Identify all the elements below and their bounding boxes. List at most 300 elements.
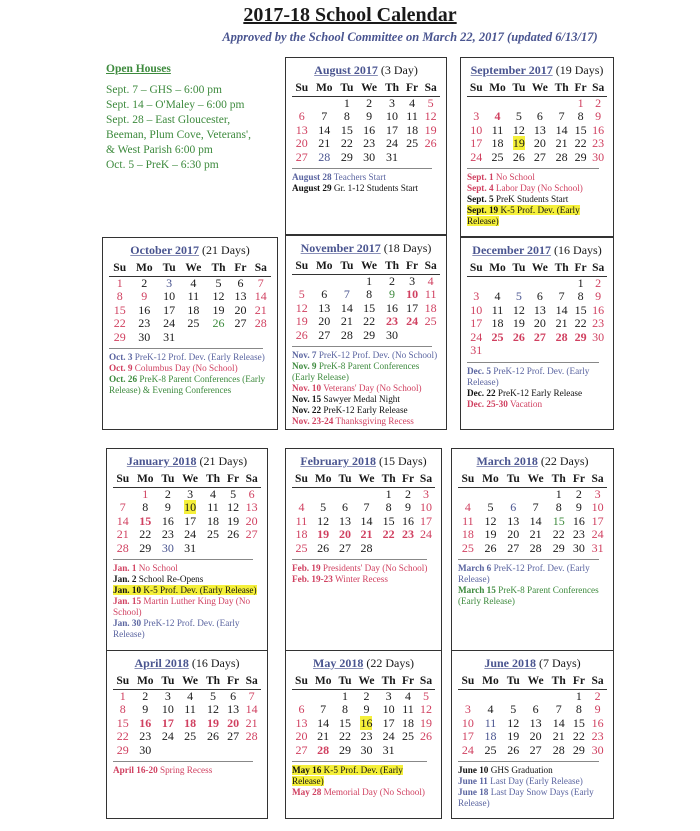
day-number: 15: [113, 302, 126, 317]
day-cell: [357, 137, 381, 151]
day-cell: [242, 487, 261, 501]
day-number: 17: [184, 513, 197, 528]
day-cell: [478, 515, 504, 529]
day-cell: [311, 515, 336, 529]
event-date: Jan. 10: [113, 585, 142, 595]
day-cell: [528, 276, 551, 290]
day-number: 25: [424, 314, 437, 328]
weekday-header: Fr: [230, 262, 250, 276]
weekday-header: Fr: [399, 473, 417, 487]
day-cell: [178, 542, 202, 556]
week-row: [113, 717, 261, 731]
day-number: 3: [594, 486, 601, 501]
day-number: 28: [555, 149, 568, 164]
divider: [292, 761, 427, 762]
week-row: [292, 528, 435, 542]
day-number: 22: [116, 729, 129, 743]
event-text: PreK-12 Early Release: [321, 405, 408, 415]
event-text: PreK-12 Prof. Dev. (Early Release): [132, 352, 265, 362]
day-number: 24: [470, 149, 483, 164]
event-notes: [109, 352, 271, 396]
week-row: [113, 528, 261, 542]
day-cell: [399, 717, 417, 731]
day-cell: [130, 290, 158, 304]
weekday-header: We: [180, 262, 207, 276]
weekday-header: Th: [551, 82, 571, 96]
event-note: [292, 361, 440, 383]
day-number: 27: [227, 729, 240, 743]
weekday-header: Tu: [335, 675, 354, 689]
day-cell: [458, 703, 478, 717]
week-row: [292, 744, 435, 758]
day-number: 31: [382, 742, 395, 757]
day-number: 15: [139, 513, 152, 528]
day-number: 14: [317, 715, 330, 730]
weekday-header: Fr: [572, 82, 590, 96]
day-number: 6: [248, 486, 255, 501]
day-cell: [133, 542, 158, 556]
day-number: 18: [484, 729, 497, 743]
day-cell: [337, 124, 357, 138]
day-cell: [178, 528, 202, 542]
weekday-header: Fr: [399, 675, 417, 689]
day-cell: [523, 730, 548, 744]
day-cell: [572, 317, 590, 331]
day-cell: [523, 717, 548, 731]
day-cell: [467, 344, 486, 358]
day-cell: [355, 542, 379, 556]
day-cell: [399, 703, 417, 717]
day-number: 17: [470, 136, 483, 150]
day-cell: [570, 703, 589, 717]
month-name: January 2018: [126, 454, 197, 468]
day-cell: [478, 689, 504, 703]
day-number: 5: [515, 109, 522, 123]
weekday-header: Sa: [588, 675, 607, 689]
day-number: 29: [339, 742, 352, 757]
day-cell: [292, 487, 311, 501]
day-cell: [202, 689, 224, 703]
month-header: [109, 243, 271, 258]
day-cell: [292, 288, 312, 302]
day-cell: [421, 151, 440, 165]
day-cell: [158, 717, 178, 731]
day-number: 7: [558, 289, 565, 303]
day-cell: [292, 730, 311, 744]
event-text: K-5 Prof. Dev. (Early Release): [141, 585, 257, 595]
day-cell: [180, 276, 207, 290]
divider: [292, 559, 427, 560]
day-number: 7: [257, 275, 264, 290]
day-number: 15: [552, 513, 565, 528]
day-cell: [570, 487, 589, 501]
day-cell: [403, 151, 422, 165]
day-number: 22: [139, 527, 152, 541]
day-cell: [503, 501, 523, 515]
school-day-count: (3 Day): [380, 63, 418, 77]
event-note: [467, 172, 607, 183]
event-notes: [292, 350, 440, 427]
weekday-header: We: [355, 473, 379, 487]
day-number: 20: [507, 527, 520, 541]
weekday-header: Mo: [133, 473, 158, 487]
day-number: 16: [402, 513, 415, 528]
day-number: 3: [385, 688, 392, 703]
day-number: 1: [119, 688, 126, 703]
event-note: [292, 350, 440, 361]
day-cell: [572, 137, 590, 151]
weekday-header: Tu: [503, 675, 523, 689]
day-cell: [467, 137, 486, 151]
day-number: 18: [295, 527, 308, 541]
day-number: 6: [342, 500, 349, 514]
day-cell: [421, 137, 440, 151]
day-cell: [478, 501, 504, 515]
day-cell: [292, 528, 311, 542]
day-number: 28: [555, 329, 568, 344]
day-number: 20: [245, 513, 258, 528]
day-cell: [337, 315, 357, 329]
day-cell: [510, 317, 529, 331]
event-note: [458, 563, 607, 585]
day-cell: [158, 304, 180, 318]
day-number: 12: [212, 289, 225, 303]
day-number: 13: [318, 300, 331, 315]
day-number: 5: [210, 688, 217, 703]
day-cell: [589, 137, 607, 151]
event-date: August 28: [292, 172, 332, 182]
day-cell: [311, 703, 336, 717]
day-number: 17: [591, 513, 604, 528]
day-number: 21: [254, 302, 267, 317]
event-note: [113, 765, 261, 776]
day-cell: [202, 528, 224, 542]
day-cell: [242, 717, 261, 731]
day-number: 7: [555, 702, 562, 716]
day-cell: [357, 288, 381, 302]
day-cell: [158, 744, 178, 758]
day-cell: [337, 151, 357, 165]
weekday-header: Mo: [312, 260, 337, 274]
day-cell: [130, 304, 158, 318]
day-cell: [311, 501, 336, 515]
day-number: 13: [507, 513, 520, 528]
day-cell: [458, 689, 478, 703]
day-cell: [523, 542, 548, 556]
day-cell: [572, 110, 590, 124]
day-cell: [202, 744, 224, 758]
day-number: 3: [164, 688, 171, 703]
day-cell: [242, 542, 261, 556]
day-cell: [486, 151, 510, 165]
event-text: PreK-8 Parent Conferences (Early Release): [292, 361, 420, 382]
event-date: June 11: [458, 776, 488, 786]
event-note: [467, 205, 607, 227]
day-cell: [180, 331, 207, 345]
day-number: 10: [470, 122, 483, 137]
day-cell: [158, 290, 180, 304]
day-number: 23: [360, 729, 373, 743]
day-cell: [403, 96, 422, 110]
day-cell: [158, 276, 180, 290]
weekday-header: Su: [109, 262, 130, 276]
day-number: 8: [119, 702, 126, 716]
week-row: [467, 137, 607, 151]
day-number: 19: [507, 729, 520, 743]
day-number: 9: [594, 702, 601, 716]
day-number: 29: [113, 329, 126, 344]
day-number: 7: [558, 109, 565, 123]
day-number: 23: [572, 527, 585, 541]
day-cell: [570, 730, 589, 744]
day-cell: [178, 703, 202, 717]
day-number: 2: [366, 95, 373, 110]
month-name: March 2018: [476, 454, 538, 468]
event-text: Last Day (Early Release): [487, 776, 583, 786]
day-cell: [523, 703, 548, 717]
weekday-header: Fr: [224, 473, 243, 487]
weekday-header: Sa: [421, 260, 440, 274]
day-cell: [357, 151, 381, 165]
event-date: Oct. 26: [109, 374, 138, 384]
event-text: No School: [136, 563, 178, 573]
day-cell: [528, 137, 551, 151]
day-cell: [109, 276, 130, 290]
day-number: 5: [423, 688, 429, 703]
day-number: 21: [245, 715, 258, 730]
day-number: 3: [473, 109, 480, 123]
week-row: [467, 151, 607, 165]
month-name: February 2018: [300, 454, 376, 468]
day-cell: [158, 501, 178, 515]
week-row: [113, 501, 261, 515]
weekday-header: Th: [548, 675, 570, 689]
day-number: 4: [427, 273, 434, 288]
week-row: [467, 317, 607, 331]
weekday-header: Mo: [312, 82, 337, 96]
day-number: 23: [591, 729, 604, 743]
day-number: 7: [363, 500, 370, 514]
open-house-line: & West Parish 6:00 pm: [106, 144, 213, 156]
month-november-2017: [285, 235, 447, 430]
day-cell: [224, 730, 243, 744]
day-number: 20: [529, 729, 542, 743]
event-date: Sept. 5: [467, 194, 494, 204]
week-row: [292, 542, 435, 556]
day-cell: [570, 528, 589, 542]
event-note: [109, 374, 271, 396]
day-cell: [399, 744, 417, 758]
day-cell: [312, 96, 337, 110]
day-number: 1: [555, 486, 562, 501]
day-number: 19: [295, 314, 308, 328]
day-number: 13: [295, 715, 308, 730]
day-number: 4: [190, 275, 197, 290]
day-number: 30: [591, 742, 604, 757]
week-row: [467, 344, 607, 358]
day-cell: [570, 501, 589, 515]
day-number: 4: [494, 289, 501, 303]
weekday-header: Mo: [133, 675, 158, 689]
day-cell: [589, 290, 607, 304]
day-number: 8: [577, 289, 584, 303]
day-number: 20: [533, 316, 546, 330]
day-cell: [311, 744, 336, 758]
week-row: [109, 304, 271, 318]
day-cell: [251, 331, 271, 345]
divider: [458, 761, 599, 762]
day-number: 1: [342, 688, 349, 703]
day-number: 27: [533, 149, 546, 164]
day-number: 5: [298, 287, 305, 301]
day-number: 11: [462, 513, 474, 528]
weekday-header: Mo: [130, 262, 158, 276]
day-number: 26: [512, 149, 525, 164]
day-number: 20: [295, 136, 308, 150]
day-cell: [357, 96, 381, 110]
day-number: 15: [574, 122, 587, 137]
day-number: 9: [164, 500, 171, 514]
event-text: GHS Graduation: [488, 765, 553, 775]
day-cell: [202, 730, 224, 744]
weekday-header: Th: [551, 262, 571, 276]
day-cell: [335, 528, 354, 542]
day-cell: [523, 528, 548, 542]
day-cell: [486, 124, 510, 138]
weekday-header: Sa: [589, 262, 607, 276]
day-cell: [335, 717, 354, 731]
weekday-header: Su: [292, 82, 312, 96]
month-header: [292, 63, 440, 78]
day-number: 7: [343, 287, 350, 301]
day-cell: [548, 703, 570, 717]
day-cell: [589, 276, 607, 290]
weekday-header: Su: [458, 675, 478, 689]
event-text: PreK-12 Prof. Dev. (Early Release): [467, 365, 590, 387]
day-cell: [312, 137, 337, 151]
day-number: 18: [187, 302, 200, 317]
day-cell: [403, 110, 422, 124]
day-cell: [510, 96, 529, 110]
event-date: Jan. 30: [113, 618, 142, 628]
school-day-count: (22 Days): [366, 656, 414, 670]
day-number: 24: [461, 742, 474, 757]
open-house-line: Sept. 14 – O'Maley – 6:00 pm: [106, 99, 245, 111]
event-note: [113, 563, 261, 574]
event-date: May 16: [292, 765, 322, 775]
weekday-header: We: [528, 82, 551, 96]
day-cell: [251, 276, 271, 290]
day-number: 8: [385, 500, 392, 514]
month-header: [292, 656, 435, 671]
day-cell: [523, 689, 548, 703]
day-number: 5: [515, 289, 522, 303]
event-text: PreK-12 Prof. Dev. (No School): [316, 350, 438, 360]
day-cell: [292, 151, 312, 165]
day-cell: [399, 730, 417, 744]
event-date: Sept. 19: [467, 205, 499, 215]
event-notes: [458, 563, 607, 607]
weekday-header: Mo: [486, 82, 510, 96]
day-cell: [355, 689, 379, 703]
weekday-header: Sa: [588, 473, 607, 487]
week-row: [292, 487, 435, 501]
day-number: 29: [552, 540, 565, 555]
week-row: [467, 110, 607, 124]
open-house-line: Sept. 28 – East Gloucester,: [106, 114, 231, 126]
open-house-line: Oct. 5 – PreK – 6:30 pm: [106, 159, 219, 171]
event-text: Presidents' Day (No School): [320, 563, 428, 573]
day-number: 21: [340, 314, 353, 328]
event-note: [458, 776, 607, 787]
day-cell: [403, 124, 422, 138]
day-cell: [378, 542, 399, 556]
day-cell: [588, 515, 607, 529]
day-number: 12: [424, 109, 437, 123]
event-note: [292, 787, 435, 798]
day-number: 11: [187, 289, 200, 303]
day-number: 26: [507, 742, 520, 757]
day-number: 22: [382, 527, 395, 541]
day-cell: [133, 487, 158, 501]
week-row: [292, 515, 435, 529]
day-cell: [588, 703, 607, 717]
day-cell: [572, 96, 590, 110]
day-number: 20: [234, 302, 247, 317]
day-number: 24: [420, 527, 432, 541]
day-cell: [588, 744, 607, 758]
weekday-header: Mo: [311, 473, 336, 487]
day-cell: [337, 137, 357, 151]
divider: [109, 348, 263, 349]
weekday-header: Th: [378, 473, 399, 487]
divider: [292, 346, 432, 347]
day-number: 25: [184, 729, 197, 743]
day-cell: [421, 315, 440, 329]
month-header: [467, 243, 607, 258]
day-number: 28: [360, 540, 373, 555]
day-number: 20: [339, 527, 352, 541]
page-title: 2017-18 School Calendar: [243, 4, 457, 26]
day-cell: [381, 96, 403, 110]
day-cell: [355, 703, 379, 717]
event-note: [458, 765, 607, 776]
day-cell: [399, 515, 417, 529]
day-cell: [224, 717, 243, 731]
day-cell: [458, 487, 478, 501]
month-name: December 2017: [472, 243, 552, 257]
day-number: 18: [424, 300, 437, 315]
event-note: [292, 765, 435, 787]
day-number: 10: [461, 715, 474, 730]
day-cell: [467, 331, 486, 345]
event-text: Teachers Start: [331, 172, 386, 182]
day-cell: [224, 744, 243, 758]
day-cell: [133, 689, 158, 703]
day-number: 11: [491, 302, 504, 317]
day-cell: [589, 331, 607, 345]
day-cell: [335, 703, 354, 717]
event-date: Jan. 2: [113, 574, 137, 584]
day-number: 16: [592, 302, 605, 317]
day-number: 8: [342, 702, 349, 716]
event-date: Oct. 3: [109, 352, 133, 362]
event-date: Nov. 7: [292, 350, 317, 360]
day-cell: [421, 302, 440, 316]
day-number: 26: [227, 527, 240, 541]
day-number: 4: [464, 500, 471, 514]
day-number: 9: [595, 289, 602, 303]
